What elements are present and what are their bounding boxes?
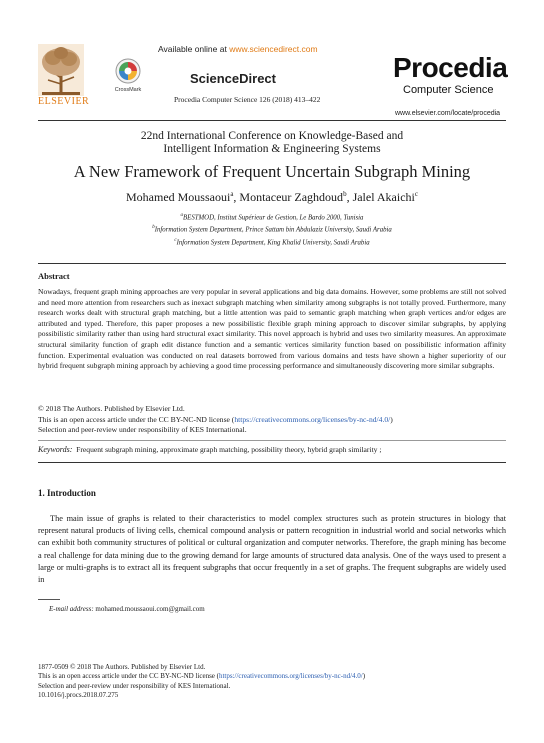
author-list (0, 190, 544, 205)
footer-review-line: Selection and peer-review under responsibility of KES International. (38, 681, 231, 690)
issn-line: 1877-0509 © 2018 The Authors. Published by Elsevier Ltd. (38, 663, 206, 671)
license-link[interactable]: https://creativecommons.org/licenses/by-nc-nd/4.0/ (234, 414, 391, 424)
journal-url[interactable]: www.elsevier.com/locate/procedia (395, 110, 501, 117)
keywords-top-rule (38, 440, 506, 441)
author-separator: , (233, 190, 240, 204)
sciencedirect-link[interactable]: www.sciencedirect.com (229, 44, 318, 54)
affiliation (0, 223, 544, 235)
author-affil-marker: a (230, 190, 234, 198)
conference-line-1: 22nd International Conference on Knowledge-Based and (140, 130, 404, 142)
abstract-body: Nowadays, frequent graph mining approaches are very popular in several applications and big data domains. However, some problems are still not solved and need more attention from researchers such as inexact subgraph matching when similarity among subgraphs is not totally proved. Furthermore, many research works dealt with structural graph matching, but a little attention was paid to semantic graph matching when graph vertices and/or edges are attributed and typed. Therefore, this paper proposes a new possibilistic flexible graph mining approach to discover similar subgraphs, by applying possibilistic similarity rather than using hard structural exact similarity. This novel approach is hybrid and uses two similarity measures. An approximate structural similarity function of graph edit distance function and a semantic vertices similarity function based on possibilistic information affinity function. Experimental evaluation was conducted on real datasets borrowed from various domains and tests have shown a higher superiority of our hybrid frequent subgraph mining approach by achieving a good time processing performance and simultaneously discovering more similar subgraphs. (38, 287, 506, 371)
affiliation-text: BESTMOD, Institut Supérieur de Gestion, Le Bardo 2000, Tunisia (183, 214, 364, 222)
elsevier-wordmark: ELSEVIER (38, 96, 90, 107)
keywords-line (38, 445, 506, 454)
author-name: Jalel Akaichi (352, 190, 415, 204)
affiliation (0, 236, 544, 248)
author-separator: , (346, 190, 353, 204)
conference-name (0, 130, 544, 156)
corresponding-email (49, 605, 205, 613)
conference-line-2: Intelligent Information & Engineering Systems (163, 143, 381, 155)
footer-license-prefix: This is an open access article under the CC BY-NC-ND license ( (38, 672, 219, 681)
affiliation-text: Information System Department, King Khalid University, Saudi Arabia (176, 238, 370, 246)
author-affil-marker: c (414, 190, 418, 198)
header-rule (38, 120, 506, 121)
affiliation-text: Information System Department, Prince Sattam bin Abdulaziz University, Saudi Arabia (154, 226, 392, 234)
license-line (38, 415, 506, 426)
doi[interactable]: 10.1016/j.procs.2018.07.275 (38, 691, 119, 700)
license-prefix: This is an open access article under the CC BY-NC-ND license ( (38, 414, 235, 424)
abstract-bottom-rule (38, 462, 506, 463)
page-footer (38, 663, 508, 701)
procedia-logo: Procedia (393, 52, 508, 83)
keywords-label: Keywords: (38, 445, 73, 454)
elsevier-tree-logo (38, 44, 84, 96)
paper-title: A New Framework of Frequent Uncertain Subgraph Mining (73, 162, 471, 181)
abstract-heading: Abstract (38, 271, 70, 281)
journal-citation: Procedia Computer Science 126 (2018) 413–422 (174, 95, 321, 104)
license-suffix: ) (390, 414, 393, 424)
peer-review-line: Selection and peer-review under responsibility of KES International. (38, 425, 247, 435)
introduction-text: The main issue of graphs is related to their characteristics to model complex structures such as protein structures in biology that represent natural products of living cells, chemical compound analysis or pattern recognition in industrial world and social networks which can exhibit both community structures of political or cultural organization and computer networks. Therefore, the graph mining has become a real challenge for data mining due to the growing demand for large amounts of structured data analysis. One of the ways used to present a large or multi-graphs is to extract all its frequent subgraphs that occur frequently in a set of graphs. The frequent subgraphs are widely used in (38, 514, 506, 585)
copyright-line: © 2018 The Authors. Published by Elsevier Ltd. (38, 404, 185, 413)
crossmark-icon[interactable] (113, 58, 143, 94)
affiliations (0, 211, 544, 248)
email-address[interactable]: mohamed.moussaoui.com@gmail.com (95, 605, 205, 613)
footnote-rule (38, 599, 60, 600)
footer-license-line (38, 672, 508, 681)
footer-license-link[interactable]: https://creativecommons.org/licenses/by-nc-nd/4.0/ (218, 672, 363, 681)
section-heading: 1. Introduction (38, 488, 96, 498)
email-label: E-mail address: (49, 605, 94, 613)
introduction-body (38, 513, 506, 586)
affiliation (0, 211, 544, 223)
available-prefix: Available online at (158, 44, 230, 54)
affil-marker: b (152, 225, 155, 231)
procedia-subtitle: Computer Science (403, 84, 494, 96)
author-affil-marker: b (343, 190, 347, 198)
author-name: Mohamed Moussaoui (125, 190, 231, 204)
affil-marker: c (174, 237, 177, 243)
keywords-text: Frequent subgraph mining, approximate graph matching, possibility theory, hybrid graph similarity ; (76, 445, 382, 454)
copyright-block (38, 404, 506, 436)
affil-marker: a (180, 213, 184, 218)
footer-license-suffix: ) (362, 672, 366, 681)
abstract-top-rule (38, 263, 506, 264)
sciencedirect-logo: ScienceDirect (190, 71, 276, 86)
availability-line (158, 44, 318, 54)
crossmark-label: CrossMark (114, 87, 142, 93)
author-name: Montaceur Zaghdoud (239, 190, 344, 204)
